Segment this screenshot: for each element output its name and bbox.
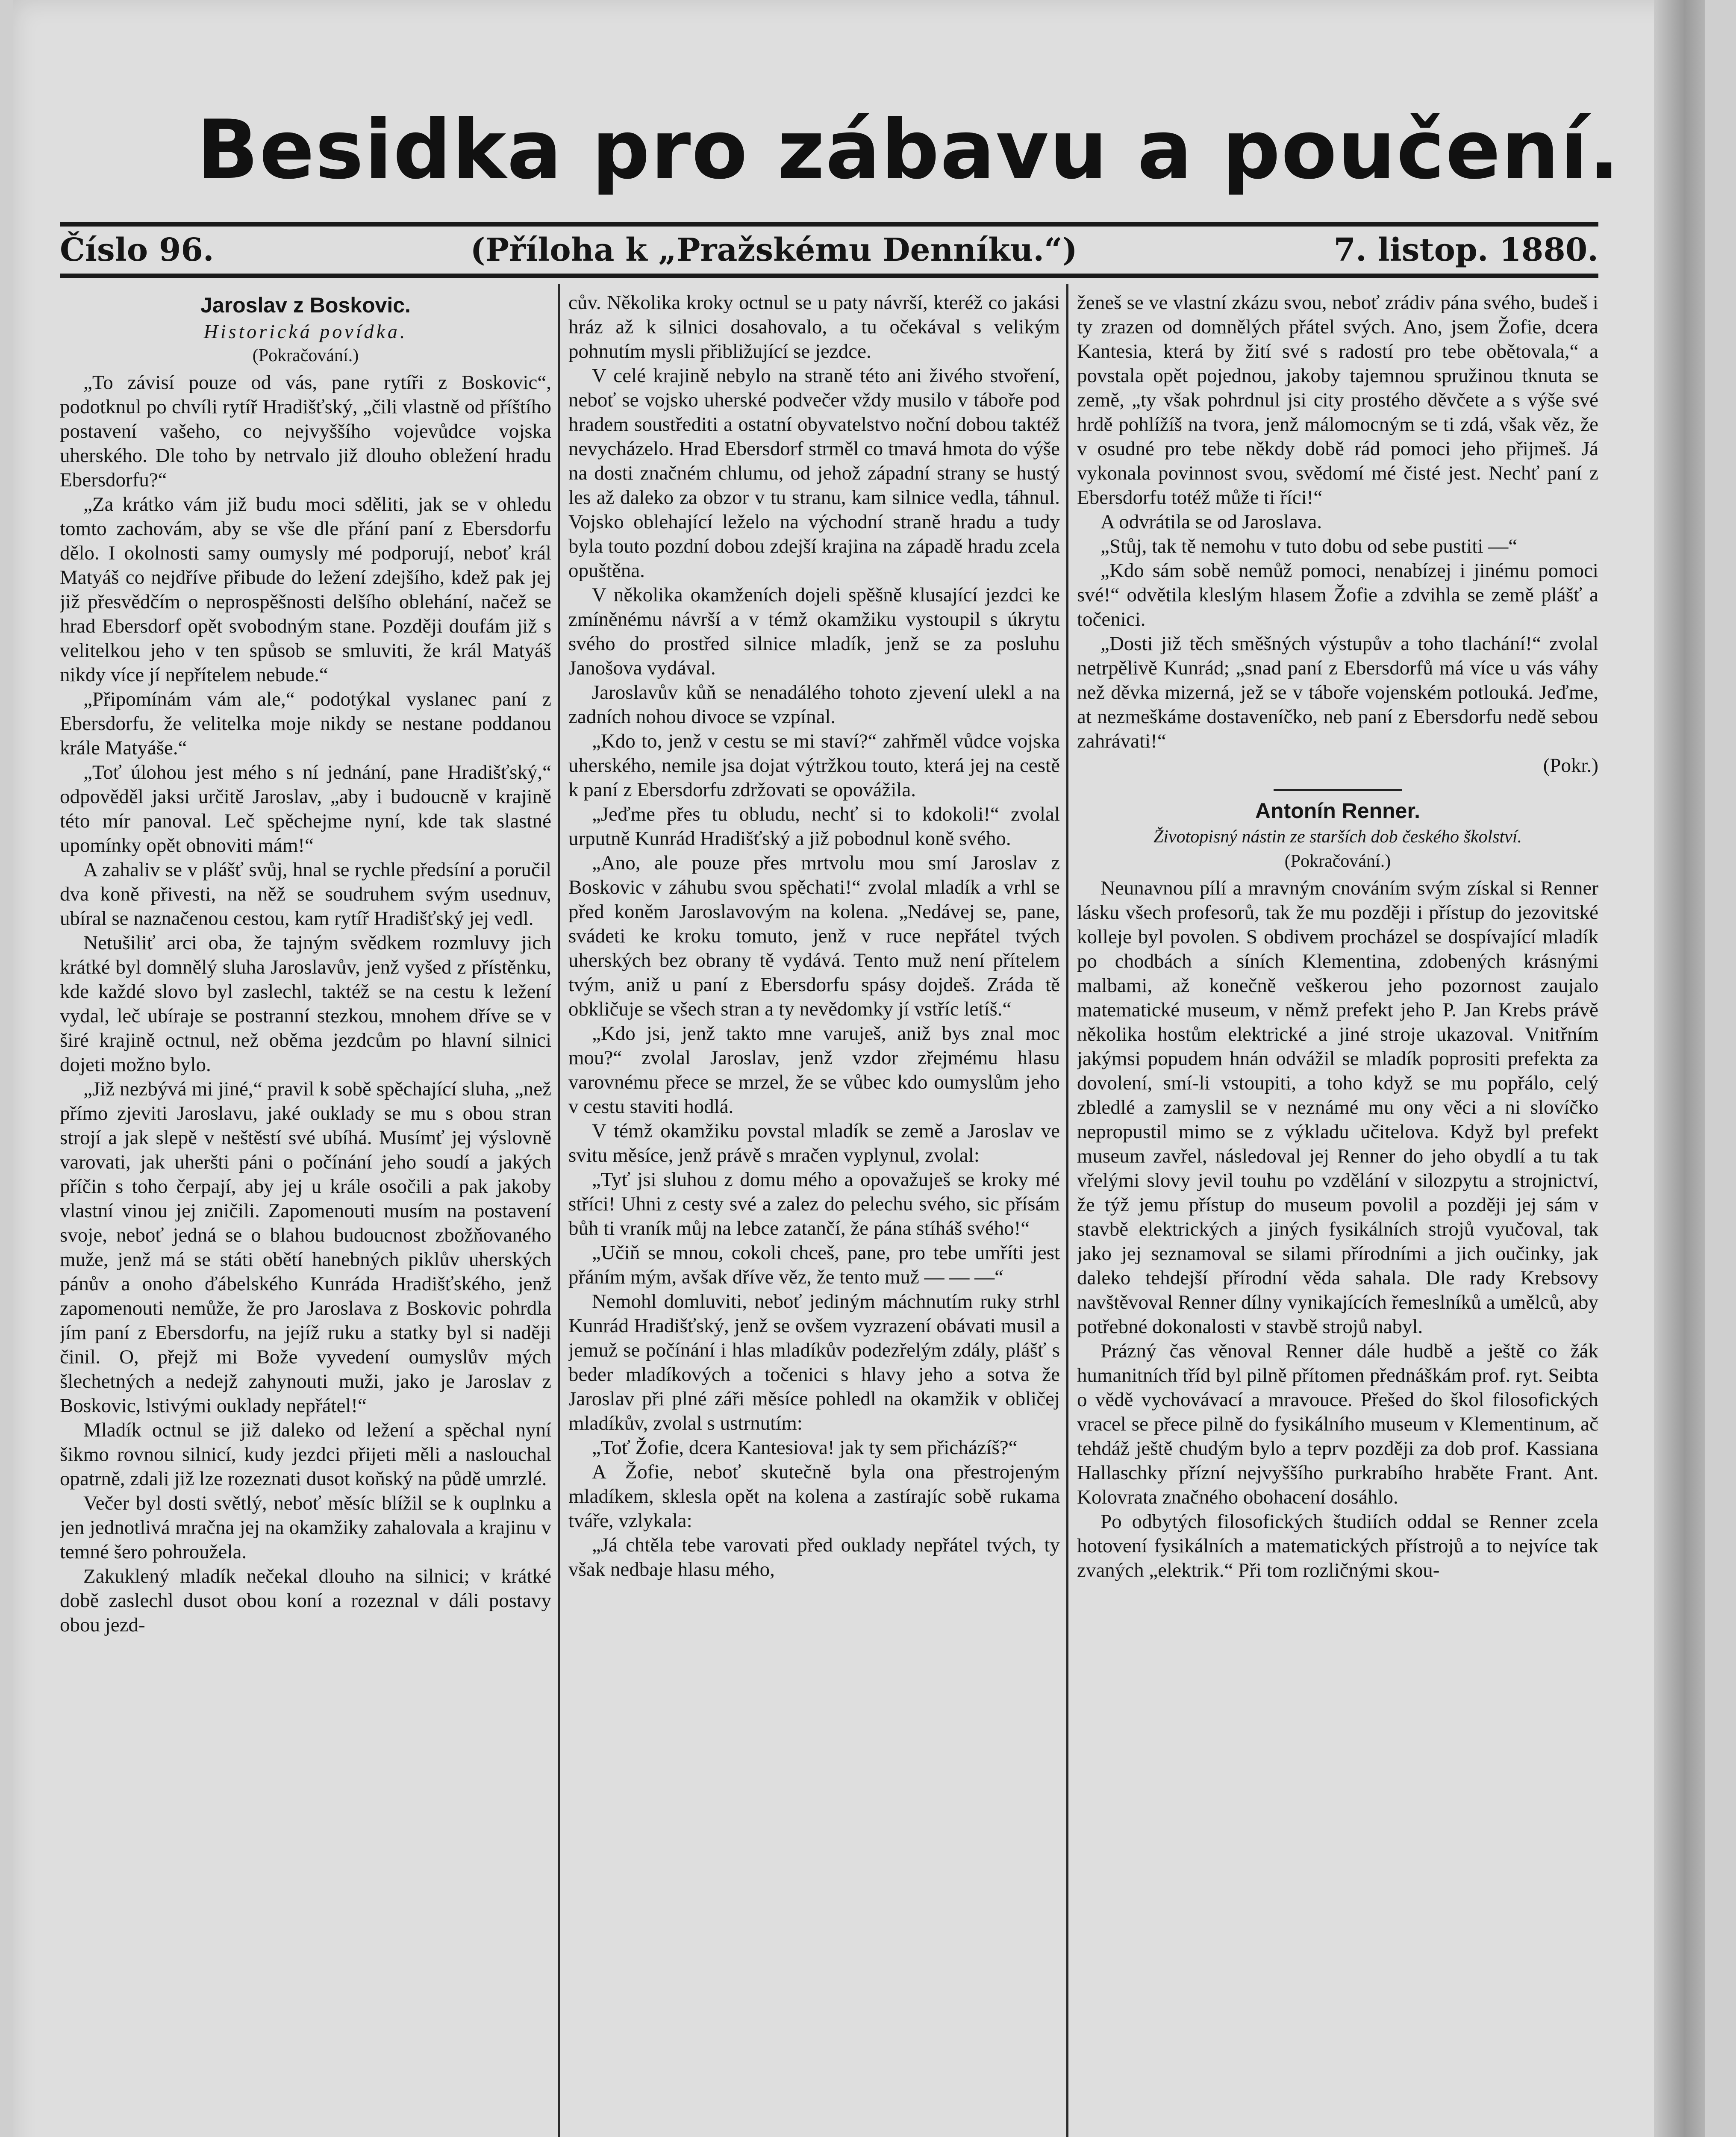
paragraph: „Kdo jsi, jenž takto mne varuješ, aniž bys znal moc mou?“ zvolal Jaroslav, jenž vzdor zřejmému hlasu varovnému přece se mrzel, že se vůbec kdo oumyslům jeho v cestu staviti hodlá. [568, 1022, 1060, 1118]
paragraph: „Já chtěla tebe varovati před ouklady nepřátel tvých, ty však nedbaje hlasu mého, [568, 1534, 1060, 1581]
masthead-title: Besidka pro zábavu a poučení. [197, 103, 1621, 197]
paragraph: „Učiň se mnou, cokoli chceš, pane, pro tebe umříti jest přáním mým, avšak dříve věz, že tento muž — — —“ [568, 1242, 1060, 1288]
paragraph: V celé krajině nebylo na straně této ani živého stvoření, neboť se vojsko uherské podvečer vždy musilo v táboře pod hradem soustřediti a ostatní obyvatelstvo noční dobou taktéž nevycházelo. Hrad Ebersdorf strměl co tmavá hmota do výše na dosti značném chlumu, od jehož západní strany se hustý les až daleko za obzor v tu stranu, kam silnice vedla, táhnul. Vojsko oblehající leželo na východní straně hradu a tudy byla touto pozdní dobou zdejší krajina na západě hradu zcela opuštěna. [568, 365, 1060, 582]
page-binding-edge [1654, 0, 1705, 2137]
issue-number: Číslo 96. [60, 232, 214, 268]
paragraph: „Za krátko vám již budu moci sděliti, jak se v ohledu tomto zachovám, aby se vše dle přání paní z Ebersdorfu dělo. I okolnosti samy oumysly mé podporují, neboť král Matyáš co nejdříve přibude do ležení zdejšího, kdež pak jej již přesvědčím o neprospěšnosti delšího oblehání, načež se hrad Ebersdorf opět svobodným stane. Později doufám již s velitelkou jeho v ten spůsob se smluviti, že král Matyáš nikdy více jí nepřítelem nebude.“ [60, 493, 551, 686]
column-3 [1077, 291, 1598, 2137]
paragraph: „To závisí pouze od vás, pane rytíři z Boskovic“, podotknul po chvíli rytíř Hradišťský, „čili vlastně od příštího postavení vašeho, co nejvyššího vojevůdce vojska uherského. Dle toho by netrvalo již dlouho obležení hradu Ebersdorfu?“ [60, 371, 551, 491]
paragraph: Jaroslavův kůň se nenadálého tohoto zjevení ulekl a na zadních nohou divoce se vzpínal. [568, 681, 1060, 728]
paragraph: A Žofie, neboť skutečně byla ona přestrojeným mladíkem, sklesla opět na kolena a zastírajíc sobě rukama tváře, vzlykala: [568, 1461, 1060, 1532]
paragraph: cův. Několika kroky octnul se u paty návrší, kteréž co jakási hráz až k silnici dosahovalo, a tu očekával s velikým pohnutím mysli přibližující se jezdce. [568, 291, 1060, 362]
paragraph: „Tyť jsi sluhou z domu mého a opovažuješ se kroky mé stříci! Uhni z cesty své a zalez do pelechu svého, sic přísám bůh ti vraník můj na lebce zatančí, že pána stíháš svého!“ [568, 1169, 1060, 1239]
article-title: Antonín Renner. [1255, 799, 1421, 823]
paragraph: „Kdo to, jenž v cestu se mi staví?“ zahřměl vůdce vojska uherského, nemile jsa dojat výtržkou touto, která jej na cestě k paní z Ebersdorfu zdržovati se opovážila. [568, 730, 1060, 801]
continuation-signoff: (Pokr.) [1543, 754, 1598, 777]
paragraph: „Jeďme přes tu obludu, nechť si to kdokoli!“ zvolal urputně Kunrád Hradišťský a již pobodnul koně svého. [568, 803, 1060, 850]
paragraph: „Stůj, tak tě nemohu v tuto dobu od sebe pustiti —“ [1100, 535, 1518, 557]
article-subtitle: Historická povídka. [203, 321, 408, 342]
paragraph: „Kdo sám sobě nemůž pomoci, nenabízej i jinému pomoci své!“ odvětila kleslým hlasem Žofie a zdvihla se země plášť a točenici. [1077, 559, 1598, 630]
paragraph: V několika okamženích dojeli spěšně klusající jezdci ke zmíněnému návrší a v témž okamžiku vystoupil s úkrytu svého do prostřed silnice mladík, jenž se za posluhu Janošova vydával. [568, 584, 1060, 679]
masthead-rule-bottom [60, 274, 1598, 278]
paragraph: „Připomínám vám ale,“ podotýkal vyslanec paní z Ebersdorfu, že velitelka moje nikdy se nestane poddanou krále Matyáše.“ [60, 688, 551, 759]
continuation-note: (Pokračování.) [252, 346, 359, 365]
paragraph: Netušiliť arci oba, že tajným svědkem rozmluvy jich krátké byl domnělý sluha Jaroslavův, jenž vyšed z přístěnku, kde každé slovo byl zaslechl, taktéž se na cestu k ležení vydal, leč ubíraje se postranní stezkou, mnohem dříve se v širé krajině octnul, než oběma jezdcům po hlavní silnici dojeti možno bylo. [60, 932, 551, 1076]
paragraph: V témž okamžiku povstal mladík se země a Jaroslav ve svitu měsíce, jenž právě s mračen vyplynul, zvolal: [568, 1120, 1060, 1166]
article-separator [1274, 789, 1402, 791]
masthead-rule-top [60, 222, 1598, 227]
paragraph: „Dosti již těch směšných výstupův a toho tlachání!“ zvolal netrpělivě Kunrád; „snad paní z Ebersdorfů má více u vás váhy než děvka mizerná, jež se v táboře vojenském potlouká. Jeďme, at nezmeškáme dostaveníčko, neb paní z Ebersdorfu nedě sebou zahrávati!“ [1077, 633, 1598, 752]
article-description: Životopisný nástin ze starších dob českého školství. [1153, 827, 1522, 847]
masthead-subheader [60, 229, 1598, 271]
paragraph: Večer byl dosti světlý, neboť měsíc blížil se k ouplnku a jen jednotlivá mračna jej na okamžiky zahalovala a krajinu v temné šero pohroužela. [60, 1492, 551, 1563]
column-1 [60, 291, 551, 2137]
issue-date: 7. listop. 1880. [1333, 232, 1598, 268]
paragraph: Neunavnou pílí a mravným cnováním svým získal si Renner lásku všech profesorů, tak že mu později i přístup do jezovitské kolleje byl povolen. S obdivem procházel se dospívající mladík po chodbách a síních Klementina, zdobených krásnými malbami, až konečně veškerou jeho pozornost zaujalo matematické museum, v němž prefekt jeho P. Jan Krebs právě několika hostům elektrické a jiné stroje ukazoval. Vnitřním jakýmsi popudem hnán odvážil se mladík poprositi prefekta za dovolení, smí-li vstoupiti, a toho když se mu popřálo, celý zbledlé a zamyslil se v neznámé mu ony věci a ni slovíčko nepropustil mimo se z výkladu učitelova. Když byl prefekt museum zavřel, následoval jej Renner do jeho obydlí a tu tak vřelými slovy jevil touhu po vzdělání v silozpytu a strojnictví, že týž jemu přístup do museum povolil a později jej sám v stavbě elektrických a jiných fysikálních strojů vyučoval, tak jako jej seznamoval se silami přírodními a jich oučinky, jak daleko tehdejší přírodní věda sahala. Dle rady Krebsovy navštěvoval Renner dílny vynikajících řemeslníků a umělců, aby potřebné dokonalosti v stavbě strojů nabyl. [1077, 877, 1598, 1338]
continuation-note: (Pokračování.) [1284, 851, 1391, 871]
paragraph: „Již nezbývá mi jiné,“ pravil k sobě spěchající sluha, „než přímo zjeviti Jaroslavu, jaké ouklady se mu s obou stran strojí a jak slepě v neštěstí své ubíhá. Musímť jej výslovně varovati, jak uheršti páni o počínání jeho soudí a jakých příčin s toho čerpají, aby jej u krále osočili a pak jakoby vlastní vinou jej zničili. Zapomenouti musím na postavení svoje, neboť jedná se o blahou budoucnost zbožňovaného muže, jenž má se státi obětí hanebných piklův uherských pánův a onoho ďábelského Kunráda Hradišťského, jenž zapomenouti nemůže, že pro Jaroslava z Boskovic pohrdla jím paní z Ebersdorfu, na jejíž ruku a statky byl si naději činil. O, přejž mi Bože vyvedení oumyslův mých šlechetných a nedejž zahynouti muži, jako je Jaroslav z Boskovic, lstivými ouklady nepřátel!“ [60, 1078, 551, 1417]
paragraph: Mladík octnul se již daleko od ležení a spěchal nyní šikmo rovnou silnicí, kudy jezdci přijeti měli a naslouchal opatrně, zdali již lze rozeznati dusot koňský na půdě umrzlé. [60, 1419, 551, 1490]
column-2 [568, 291, 1060, 2137]
newspaper-page [13, 0, 1705, 2137]
paragraph: „Toť úlohou jest mého s ní jednání, pane Hradišťský,“ odpověděl jaksi určitě Jaroslav, „aby i budoucně v krajině této mír panoval. Leč spěchejme nyní, kde tak slastné upomínky opět obnoviti mám!“ [60, 761, 551, 857]
paragraph: Prázný čas věnoval Renner dále hudbě a ještě co žák humanitních tříd byl pilně přítomen přednáškám prof. ryt. Seibta o vědě vychovávací a mravouce. Přešed do škol filosofických vracel se přece pilně do fysikálního museum v Klementinum, ač tehdáž ještě chudým bylo a teprv později za dob prof. Kassiana Hallaschky přízní nejvyššího purkrabího hraběte Frant. Ant. Kolovrata značného obohacení dosáhlo. [1077, 1340, 1598, 1508]
paragraph: A zahaliv se v plášť svůj, hnal se rychle předsíní a poručil dva koně přivesti, na něž se soudruhem svým usednuv, ubíral se naznačenou cestou, kam rytíř Hradišťský jej vedl. [60, 859, 551, 930]
column-divider [558, 284, 560, 2137]
supplement-label: (Příloha k „Pražskému Denníku.“) [470, 232, 1077, 268]
paragraph: Nemohl domluviti, neboť jediným máchnutím ruky strhl Kunrád Hradišťský, jenž se ovšem vyzrazení obávati musil a jemuž se počínání i hlas mladíkův podezřelým zdály, plášť s beder mladíkových a točenici s hlavy jeho a sotva že Jaroslav při plné záři měsíce pohledl na okamžik v obličej mladíkův, zvolal s ustrnutím: [568, 1290, 1060, 1434]
article-title: Jaroslav z Boskovic. [200, 293, 411, 317]
column-divider [1066, 284, 1068, 2137]
paragraph: ženeš se ve vlastní zkázu svou, neboť zrádiv pána svého, budeš i ty zrazen od domnělých přátel svých. Ano, jsem Žofie, dcera Kantesia, která by žití své s radostí pro tebe obětovala,“ a povstala opět pojednou, jakoby tajemnou spružinou tknuta se země, „ty však pohrdnul jsi city prostého děvčete a s výše své hrdě pohlížíš na tvora, jenž málomocným se ti zdá, však věz, že v osudné pro tebe někdy době rád pomoci jeho přijmeš. Já vykonala povinnost svou, svědomí mé čisté jest. Nechť paní z Ebersdorfu totéž může ti říci!“ [1077, 291, 1598, 509]
paragraph: „Toť Žofie, dcera Kantesiova! jak ty sem přicházíš?“ [592, 1436, 1018, 1459]
paragraph: Po odbytých filosofických študiích oddal se Renner zcela hotovení fysikálních a matematických přístrojů a to nejvíce tak zvaných „elektrik.“ Při tom rozličnými skou- [1077, 1510, 1598, 1581]
paragraph: A odvrátila se od Jaroslava. [1100, 511, 1322, 533]
paragraph: Zakuklený mladík nečekal dlouho na silnici; v krátké době zaslechl dusot obou koní a rozeznal v dáli postavy obou jezd- [60, 1565, 551, 1636]
paragraph: „Ano, ale pouze přes mrtvolu mou smí Jaroslav z Boskovic v záhubu svou spěchati!“ zvolal mladík a vrhl se před koněm Jaroslavovým na kolena. „Nedávej se, pane, svádeti ke kroku tomuto, jenž v ruce nepřátel tvých uherských bez obrany tě vydává. Tento muž není přítelem tvým, aniž u paní z Ebersdorfu spásy dojdeš. Zráda tě obkličuje se všech stran a ty nevědomky jí vstříc letíš.“ [568, 852, 1060, 1020]
